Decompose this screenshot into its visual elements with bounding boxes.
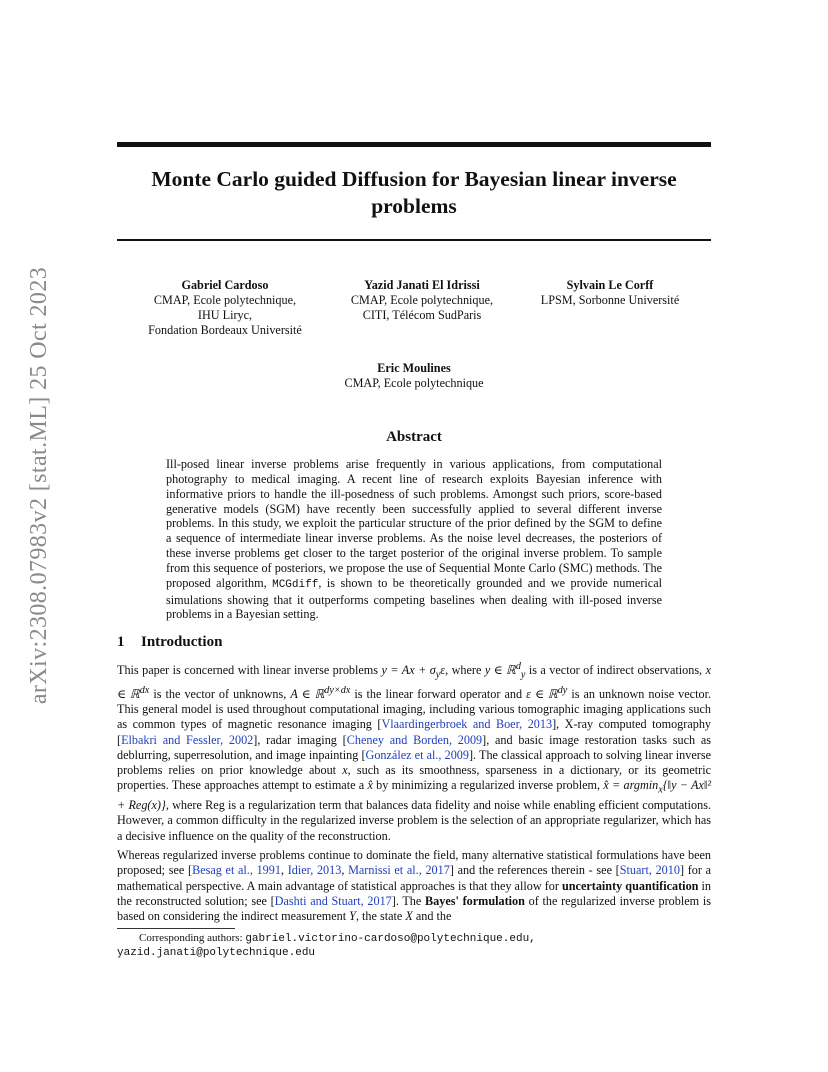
citation-link[interactable]: Besag et al., 1991 [192, 863, 281, 878]
math-inline: Reg [205, 798, 225, 812]
citation-link[interactable]: Vlaardingerbroek and Boer, 2013 [381, 717, 553, 732]
citation-link[interactable]: Idier, 2013 [287, 863, 342, 878]
title-rule-bottom [117, 239, 711, 241]
citation-link[interactable]: González et al., 2009 [365, 747, 469, 762]
citation-link[interactable]: Elbakri and Fessler, 2002 [121, 732, 254, 747]
algorithm-name: MCGdiff [272, 578, 319, 591]
math-inline: x̂ [367, 778, 373, 793]
bold-term: uncertainty quantification [561, 878, 699, 893]
abstract-heading: Abstract [386, 429, 442, 445]
email-link[interactable]: gabriel.victorino-cardoso@polytechnique.edu, [245, 933, 536, 945]
intro-paragraph-1: This paper is concerned with linear inverse problems $y = Ax + \sigma_y\varepsilon$, where y ∈ ℝ$^d_y$ is a vector of indirect observations, x ∈ ℝ$^{dx}$ is the vector of unknowns, A ∈ ℝ$^{dy\times dx}$ is the linear forward operator and ε ∈ ℝ$^{dy}$ is an unknown noise vector. This general model is used throughout computational imaging, including various tomographic imaging applications such as common types of magnetic resonance imaging [Vlaardingerbroek and Boer, 2013], X-ray computed tomography [Elbakri and Fessler, 2002], radar imaging [Cheney and Borden, 2009], and basic image restoration tasks such as deblurring, superresolution, and image inpainting [González et al., 2009]. The classical approach to solving linear inverse problems relies on prior knowledge about x, such as its smoothness, sparseness in a dictionary, or its geometric properties. These approaches attempt to estimate a x̂ by minimizing a regularized inverse problem, x̂ = argmin$_x${‖y − Ax‖² + Reg(x)}, where Reg is a regularization term that balances data fidelity and noise while enabling efficient computations. However, a common difficulty in the regularized inverse problem is the selection of an appropriate regularizer, which has a decisive influence on the quality of the reconstruction. [117, 661, 712, 843]
author-block: Eric Moulines CMAP, Ecole polytechnique [344, 361, 484, 390]
math-inline: x̂ = argmin$_x${‖y − Ax‖² + Reg(x)} [117, 778, 711, 812]
math-inline: A ∈ ℝ$^{dy\times dx}$ [290, 684, 351, 701]
citation-link[interactable]: Dashti and Stuart, 2017 [274, 893, 392, 908]
citation-link[interactable]: Cheney and Borden, 2009 [346, 732, 483, 747]
math-inline: Y [349, 909, 356, 923]
footnote: Corresponding authors: gabriel.victorino-cardoso@polytechnique.edu, yazid.janati@polytechnique.edu [117, 931, 711, 960]
title-rule-top [117, 142, 711, 147]
author-block: Gabriel Cardoso CMAP, Ecole polytechnique, IHU Liryc, Fondation Bordeaux Université [148, 278, 302, 337]
math-inline: $y = Ax + \sigma_y\varepsilon$ [381, 663, 446, 681]
footnote-rule [117, 928, 235, 929]
math-inline: x [342, 763, 348, 778]
author-block: Yazid Janati El Idrissi CMAP, Ecole polytechnique, CITI, Télécom SudParis [350, 278, 494, 322]
email-link[interactable]: yazid.janati@polytechnique.edu [117, 947, 316, 959]
bold-term: Bayes' formulation [425, 893, 525, 908]
author-block: Sylvain Le Corff LPSM, Sorbonne Université [540, 278, 680, 307]
math-inline: y ∈ ℝ$^d_y$ [484, 661, 526, 681]
abstract-text: Ill-posed linear inverse problems arise frequently in various applications, from computational photography to medical imaging. A recent line of research exploits Bayesian inference with informative priors to handle the ill-posedness of such problems. Amongst such priors, score-based generative models (SGM) have recently been successfully applied to several different inverse problems. In this study, we exploit the particular structure of the prior defined by the SGM to define a sequence of intermediate linear inverse problems. As the noise level decreases, the posteriors of these inverse problems get closer to the target posterior of the original inverse problem. To sample from this sequence of posteriors, we propose the use of Sequential Monte Carlo (SMC) methods. The proposed algorithm, MCGdiff, is shown to be theoretically grounded and we provide numerical simulations showing that it outperforms competing baselines when dealing with ill-posed inverse problems in a Bayesian setting. [166, 457, 662, 622]
citation-link[interactable]: Marnissi et al., 2017 [348, 863, 450, 878]
math-inline: ε ∈ ℝ$^{dy}$ [526, 684, 568, 701]
paper-title: Monte Carlo guided Diffusion for Bayesian linear inverse problems [151, 167, 677, 218]
math-inline: x ∈ ℝ$^{dx}$ [117, 663, 711, 701]
intro-paragraph-2: Whereas regularized inverse problems continue to dominate the field, many alternative statistical formulations have been proposed; see [Besag et al., 1991, Idier, 2013, Marnissi et al., 2017] and the references therein - see [Stuart, 2010] for a mathematical perspective. A main advantage of statistical approaches is that they allow for uncertainty quantification in the reconstructed solution; see [Dashti and Stuart, 2017]. The Bayes' formulation of the regularized inverse problem is based on considering the indirect measurement Y, the state X and the [117, 848, 712, 923]
math-inline: X [405, 909, 413, 923]
arxiv-stamp: arXiv:2308.07983v2 [stat.ML] 25 Oct 2023 [26, 266, 53, 704]
citation-link[interactable]: Stuart, 2010 [619, 863, 680, 878]
section-heading: 1 Introduction [117, 634, 223, 650]
